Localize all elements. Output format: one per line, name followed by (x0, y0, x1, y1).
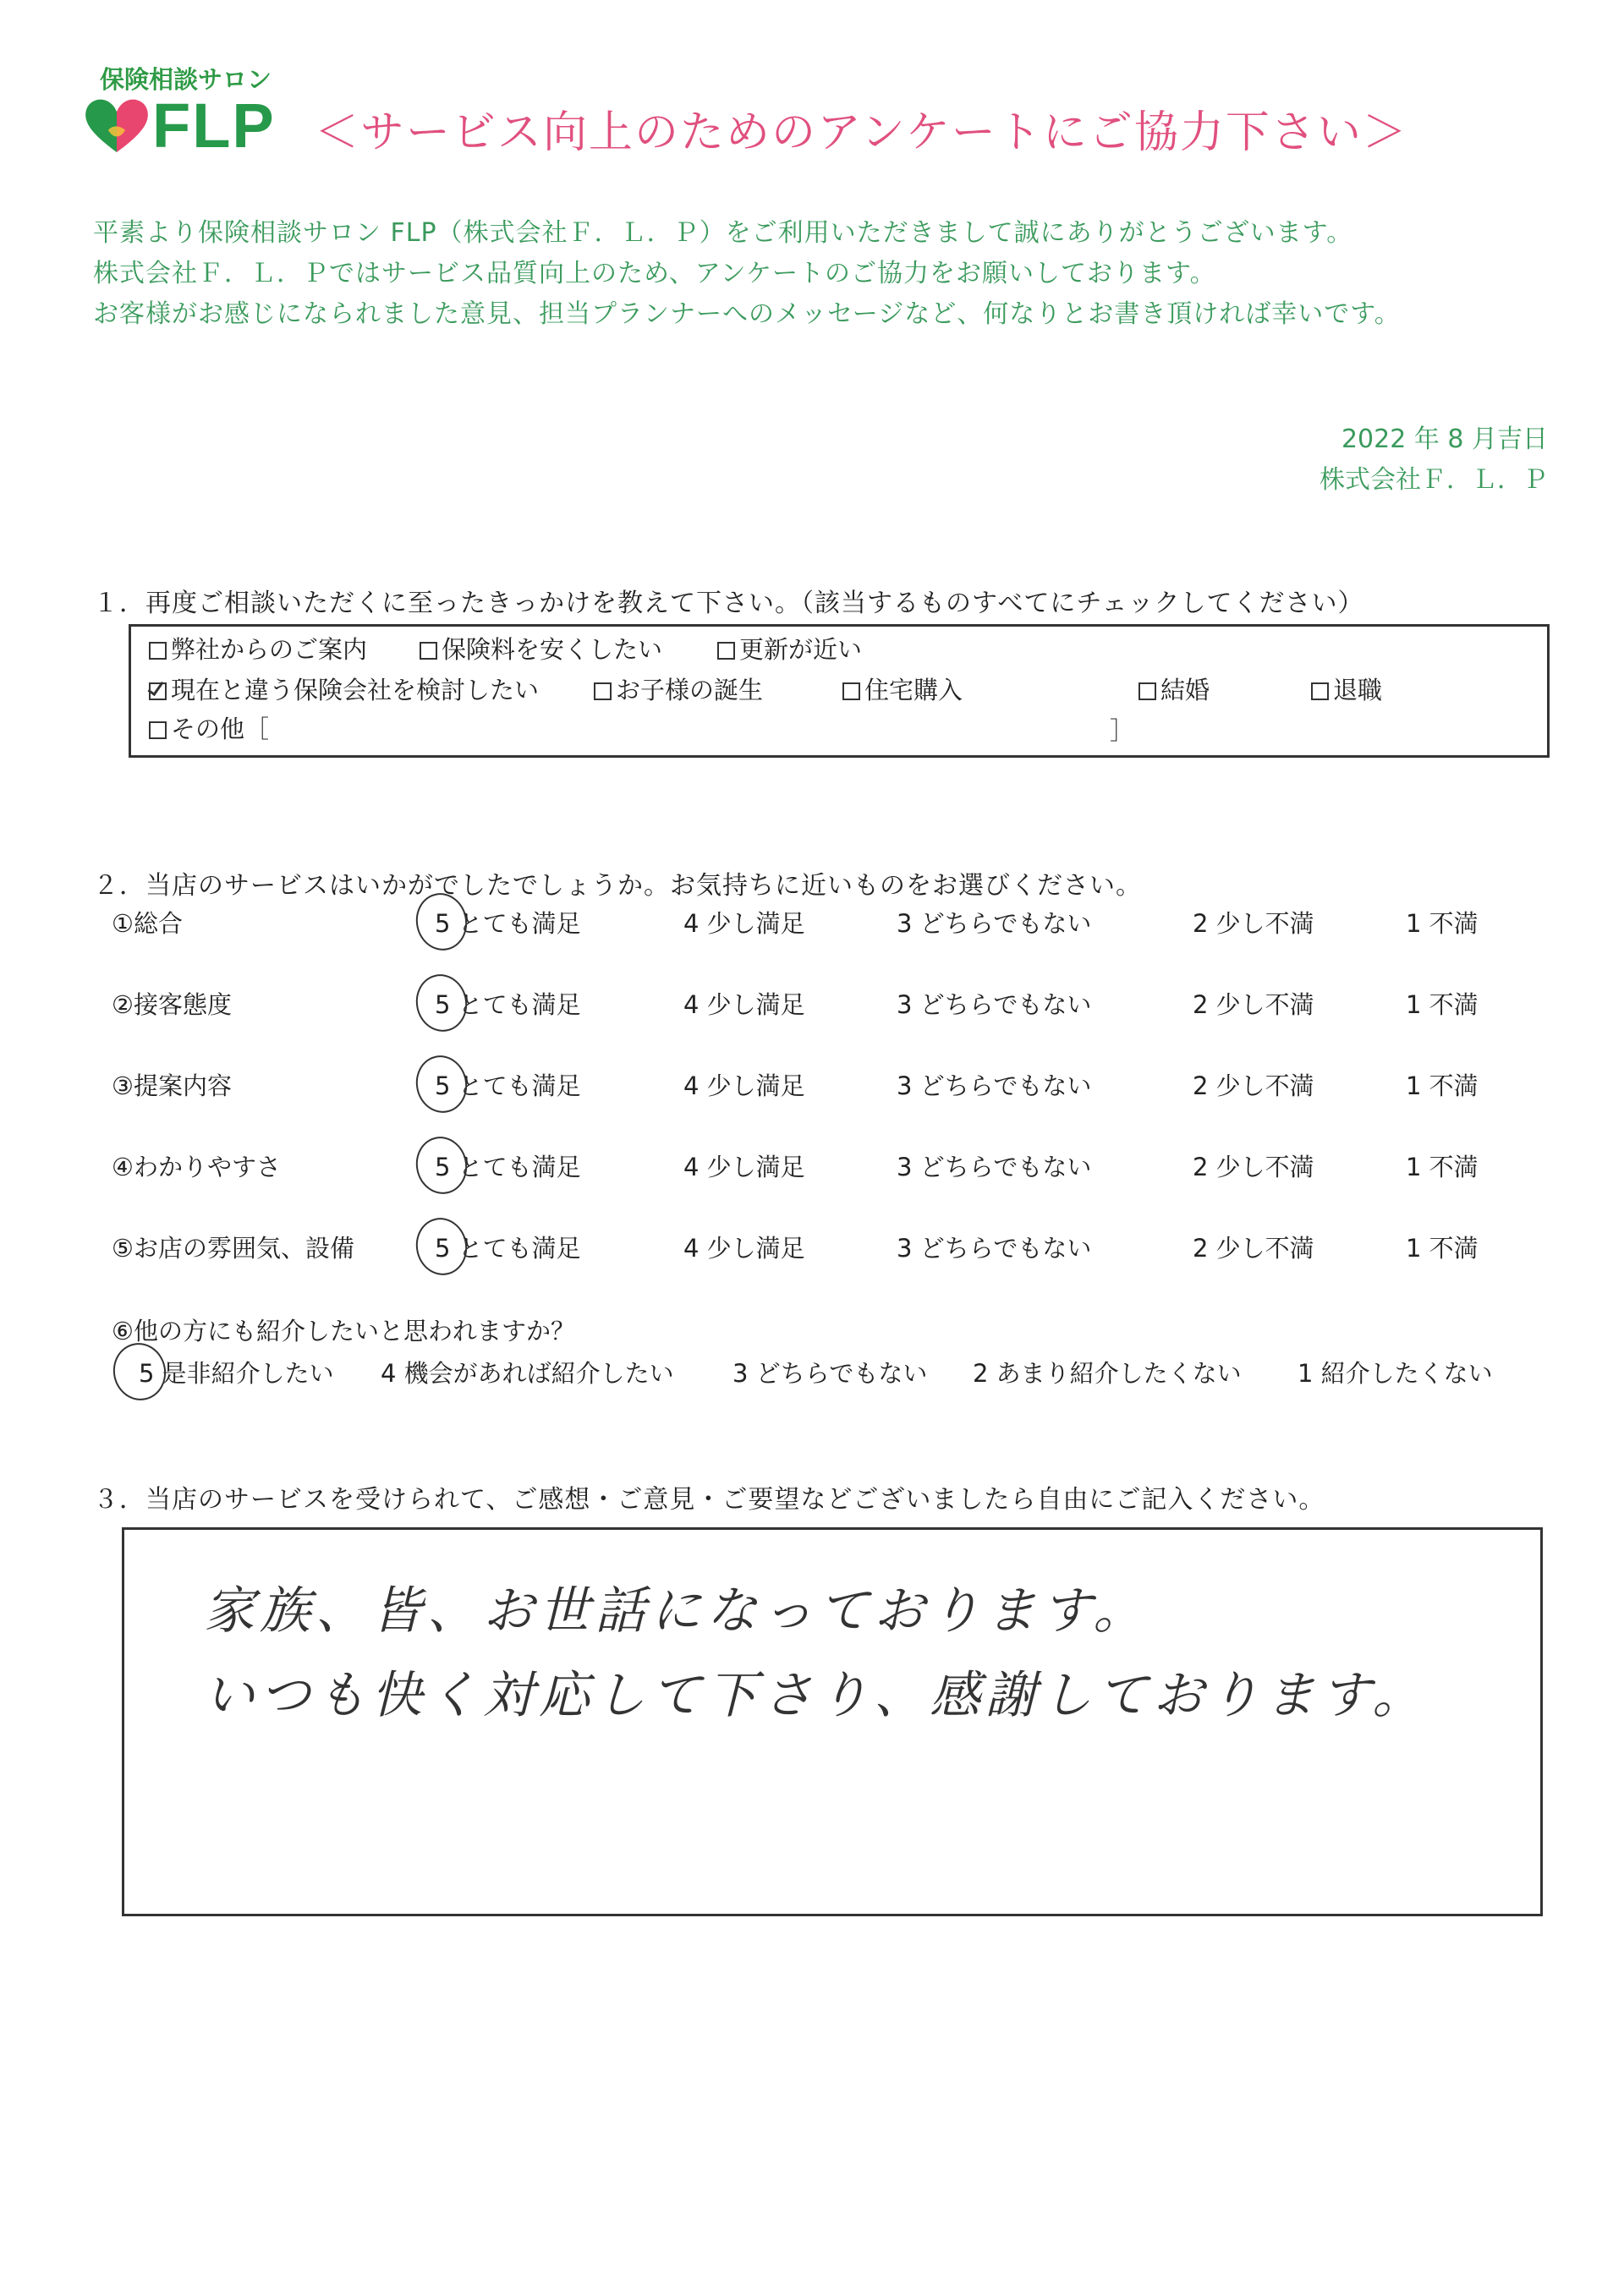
rating-option[interactable]: 4 少し満足 (683, 1071, 805, 1100)
checkbox-option[interactable] (1138, 671, 1210, 706)
handwritten-answer-line: 家族、皆、お世話になっております。 (204, 1581, 1149, 1641)
rating-option[interactable]: 3 どちらでもない (897, 1234, 1092, 1263)
selected-circle-mark (411, 1132, 473, 1199)
checkbox[interactable] (420, 642, 437, 660)
rating-option[interactable]: 1 不満 (1406, 1153, 1479, 1181)
rating-option[interactable]: 5 とても満足 (435, 990, 581, 1019)
rating-option[interactable]: 1 不満 (1406, 1071, 1479, 1100)
rating-option[interactable]: 2 少し不満 (1193, 1071, 1314, 1100)
issue-date: 2022 年 8 月吉日 (1341, 425, 1548, 454)
rating-option[interactable]: 2 少し不満 (1193, 1153, 1314, 1181)
free-comment-box[interactable] (122, 1527, 1543, 1916)
rating-row-label: ⑤お店の雰囲気、設備 (112, 1234, 354, 1263)
option-label: お子様の誕生 (616, 676, 764, 704)
rating-option[interactable]: 1 不満 (1406, 1234, 1479, 1263)
referral-option[interactable]: 3 どちらでもない (732, 1359, 928, 1388)
rating-option[interactable]: 2 少し不満 (1193, 909, 1314, 938)
option-label: 弊社からのご案内 (171, 635, 368, 664)
rating-option[interactable]: 3 どちらでもない (897, 909, 1092, 938)
option-label: 住宅購入 (864, 676, 963, 704)
option-label: その他［ (171, 715, 270, 743)
rating-option[interactable]: 3 どちらでもない (897, 1071, 1092, 1100)
rating-option[interactable]: 5 とても満足 (435, 909, 581, 938)
checkbox-option[interactable] (149, 671, 539, 706)
checkbox-option[interactable] (717, 631, 862, 666)
logo-wordmark: FLP (152, 90, 276, 161)
checkbox-option[interactable] (594, 671, 763, 706)
checkbox[interactable] (1138, 682, 1156, 700)
referral-option[interactable]: 1 紹介したくない (1298, 1359, 1493, 1388)
option-label: 結婚 (1160, 676, 1210, 704)
checkbox-option[interactable] (842, 671, 963, 706)
selected-circle-mark (108, 1338, 172, 1405)
checkbox-checked[interactable] (149, 682, 167, 700)
rating-option[interactable]: 1 不満 (1406, 990, 1479, 1019)
checkbox[interactable] (842, 682, 860, 700)
referral-option[interactable]: 5 是非紹介したい (139, 1359, 334, 1388)
rating-option[interactable]: 4 少し満足 (683, 1153, 805, 1181)
heart-logo-icon (83, 91, 151, 156)
rating-option[interactable]: 4 少し満足 (683, 909, 805, 938)
checkbox[interactable] (1311, 682, 1329, 700)
rating-option[interactable]: 2 少し不満 (1193, 990, 1314, 1019)
option-label: 更新が近い (739, 635, 863, 664)
intro-line: 平素より保険相談サロン FLP（株式会社Ｆ．Ｌ．Ｐ）をご利用いただきまして誠にありがとうございます。 (93, 218, 1353, 248)
rating-option[interactable]: 3 どちらでもない (897, 1153, 1092, 1181)
rating-row-label: ③提案内容 (112, 1071, 232, 1100)
rating-option[interactable]: 5 とても満足 (435, 1071, 581, 1100)
question-2-heading: ２．当店のサービスはいかがでしたでしょうか。お気持ちに近いものをお選びください。 (93, 871, 1142, 901)
checkbox-option[interactable] (149, 710, 269, 745)
handwritten-answer-line: いつも快く対応して下さり、感謝しております。 (204, 1666, 1429, 1725)
checkbox-option[interactable] (1311, 671, 1382, 706)
checkbox-option[interactable] (149, 631, 367, 666)
selected-circle-mark (411, 970, 473, 1037)
referral-option[interactable]: 2 あまり紹介したくない (973, 1359, 1242, 1388)
rating-row-label: ①総合 (112, 909, 183, 938)
other-field-close: ］ (1110, 716, 1135, 745)
referral-question: ⑥他の方にも紹介したいと思われますか？ (112, 1317, 575, 1345)
option-label: 現在と違う保険会社を検討したい (171, 676, 540, 704)
rating-option[interactable]: 5 とても満足 (435, 1234, 581, 1263)
rating-option[interactable]: 4 少し満足 (683, 990, 805, 1019)
rating-option[interactable]: 4 少し満足 (683, 1234, 805, 1263)
selected-circle-mark (411, 1051, 473, 1118)
rating-row-label: ②接客態度 (112, 990, 232, 1019)
selected-circle-mark (411, 1214, 473, 1280)
rating-option[interactable]: 3 どちらでもない (897, 990, 1092, 1019)
checkbox[interactable] (149, 642, 167, 660)
rating-option[interactable]: 1 不満 (1406, 909, 1479, 938)
checkbox[interactable] (149, 721, 167, 739)
company-name: 株式会社Ｆ．Ｌ．Ｐ (1320, 465, 1548, 495)
intro-line: お客様がお感じになられました意見、担当プランナーへのメッセージなど、何なりとお書き頂ければ幸いです。 (93, 299, 1401, 329)
page-title: ＜サービス向上のためのアンケートにご協力下さい＞ (315, 107, 1408, 158)
logo-subtitle: 保険相談サロン (100, 65, 272, 94)
rating-row-label: ④わかりやすさ (112, 1153, 281, 1181)
question-1-heading: １．再度ご相談いただくに至ったきっかけを教えて下さい。（該当するものすべてにチェックしてください） (93, 589, 1364, 618)
question-3-heading: ３．当店のサービスを受けられて、ご感想・ご意見・ご要望などございましたら自由にご記入ください。 (93, 1485, 1325, 1515)
rating-option[interactable]: 2 少し不満 (1193, 1234, 1314, 1263)
intro-line: 株式会社Ｆ．Ｌ．Ｐではサービス品質向上のため、アンケートのご協力をお願いしております。 (93, 259, 1216, 288)
rating-option[interactable]: 5 とても満足 (435, 1153, 581, 1181)
referral-option[interactable]: 4 機会があれば紹介したい (381, 1359, 674, 1388)
option-label: 保険料を安くしたい (442, 635, 663, 664)
option-label: 退職 (1333, 676, 1383, 704)
checkbox[interactable] (717, 642, 735, 660)
checkbox-option[interactable] (420, 631, 662, 666)
checkbox[interactable] (594, 682, 612, 700)
